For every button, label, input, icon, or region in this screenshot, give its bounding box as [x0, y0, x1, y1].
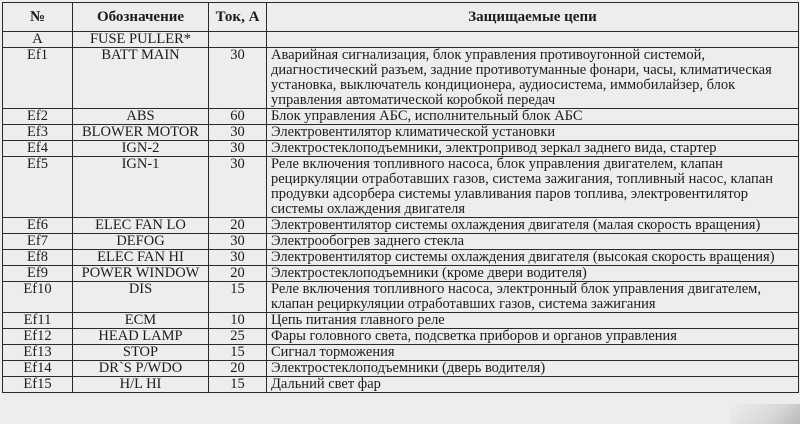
fuse-number: Ef9	[3, 266, 73, 282]
fuse-current: 30	[209, 157, 267, 218]
fuse-number: Ef15	[3, 377, 73, 393]
fuse-circuits: Электровентилятор системы охлаждения двигателя (малая скорость вращения)	[267, 218, 799, 234]
fuse-number: Ef2	[3, 109, 73, 125]
fuse-number: Ef12	[3, 329, 73, 345]
fuse-circuits: Фары головного света, подсветка приборов и органов управления	[267, 329, 799, 345]
table-row	[3, 282, 799, 313]
fuse-circuits: Цепь питания главного реле	[267, 313, 799, 329]
table-row	[3, 329, 799, 345]
fuse-designation: ELEC FAN HI	[73, 250, 209, 266]
fuse-current: 15	[209, 345, 267, 361]
table-row	[3, 345, 799, 361]
fuse-number: Ef10	[3, 282, 73, 313]
fuse-circuits: Аварийная сигнализация, блок управления противоугонной системой, диагностический разъем, задние противотуманные фонари, часы, климатическая установка, выключатель кондиционера, аудиосистема, иммобилайзер, блок управления автоматической коробкой передач	[267, 48, 799, 109]
fuse-number: Ef4	[3, 141, 73, 157]
fuse-current: 30	[209, 250, 267, 266]
table-row	[3, 125, 799, 141]
fuse-designation: DIS	[73, 282, 209, 313]
table-header	[3, 3, 799, 32]
fuse-current	[209, 32, 267, 48]
fuse-number: Ef3	[3, 125, 73, 141]
table-row	[3, 48, 799, 109]
fuse-table	[2, 2, 799, 393]
fuse-current: 30	[209, 125, 267, 141]
table-row	[3, 234, 799, 250]
table-row	[3, 32, 799, 48]
table-row	[3, 377, 799, 393]
fuse-circuits: Дальний свет фар	[267, 377, 799, 393]
fuse-number: Ef5	[3, 157, 73, 218]
fuse-current: 30	[209, 234, 267, 250]
header-designation: Обозначение	[73, 3, 209, 32]
scan-shadow	[730, 404, 800, 424]
fuse-number: Ef13	[3, 345, 73, 361]
fuse-current: 10	[209, 313, 267, 329]
fuse-designation: IGN-2	[73, 141, 209, 157]
fuse-designation: FUSE PULLER*	[73, 32, 209, 48]
table-row	[3, 266, 799, 282]
table-row	[3, 313, 799, 329]
fuse-current: 20	[209, 218, 267, 234]
fuse-current: 30	[209, 141, 267, 157]
fuse-designation: H/L HI	[73, 377, 209, 393]
fuse-circuits: Реле включения топливного насоса, блок управления двигателем, клапан рециркуляции отработавших газов, система зажигания, топливный насос, клапан продувки адсорбера системы улавливания паров топлива, электровентилятор системы охлаждения двигателя	[267, 157, 799, 218]
header-protected-circuits: Защищаемые цепи	[267, 3, 799, 32]
fuse-circuits: Блок управления АБС, исполнительный блок АБС	[267, 109, 799, 125]
fuse-designation: ABS	[73, 109, 209, 125]
fuse-circuits: Электростеклоподъемники, электропривод зеркал заднего вида, стартер	[267, 141, 799, 157]
fuse-designation: ELEC FAN LO	[73, 218, 209, 234]
fuse-circuits: Сигнал торможения	[267, 345, 799, 361]
table-row	[3, 250, 799, 266]
fuse-designation: IGN-1	[73, 157, 209, 218]
fuse-current: 25	[209, 329, 267, 345]
table-body	[3, 32, 799, 393]
header-current: Ток, А	[209, 3, 267, 32]
fuse-number: Ef6	[3, 218, 73, 234]
fuse-designation: BATT MAIN	[73, 48, 209, 109]
fuse-number: A	[3, 32, 73, 48]
fuse-current: 30	[209, 48, 267, 109]
table-row	[3, 157, 799, 218]
fuse-designation: DEFOG	[73, 234, 209, 250]
fuse-circuits: Реле включения топливного насоса, электронный блок управления двигателем, клапан рециркуляции отработавших газов, система зажигания	[267, 282, 799, 313]
fuse-designation: BLOWER MOTOR	[73, 125, 209, 141]
table-row	[3, 109, 799, 125]
header-number: №	[3, 3, 73, 32]
fuse-designation: STOP	[73, 345, 209, 361]
fuse-current: 15	[209, 377, 267, 393]
fuse-current: 20	[209, 361, 267, 377]
fuse-number: Ef8	[3, 250, 73, 266]
fuse-circuits	[267, 32, 799, 48]
fuse-number: Ef11	[3, 313, 73, 329]
fuse-current: 20	[209, 266, 267, 282]
fuse-current: 15	[209, 282, 267, 313]
fuse-circuits: Электровентилятор климатической установки	[267, 125, 799, 141]
fuse-circuits: Электровентилятор системы охлаждения двигателя (высокая скорость вращения)	[267, 250, 799, 266]
fuse-designation: POWER WINDOW	[73, 266, 209, 282]
fuse-designation: ECM	[73, 313, 209, 329]
fuse-circuits: Электрообогрев заднего стекла	[267, 234, 799, 250]
fuse-circuits: Электростеклоподъемники (дверь водителя)	[267, 361, 799, 377]
fuse-current: 60	[209, 109, 267, 125]
table-row	[3, 361, 799, 377]
table-row	[3, 141, 799, 157]
fuse-designation: HEAD LAMP	[73, 329, 209, 345]
fuse-number: Ef7	[3, 234, 73, 250]
fuse-number: Ef14	[3, 361, 73, 377]
fuse-number: Ef1	[3, 48, 73, 109]
fuse-designation: DR`S P/WDO	[73, 361, 209, 377]
table-row	[3, 218, 799, 234]
fuse-circuits: Электростеклоподъемники (кроме двери водителя)	[267, 266, 799, 282]
